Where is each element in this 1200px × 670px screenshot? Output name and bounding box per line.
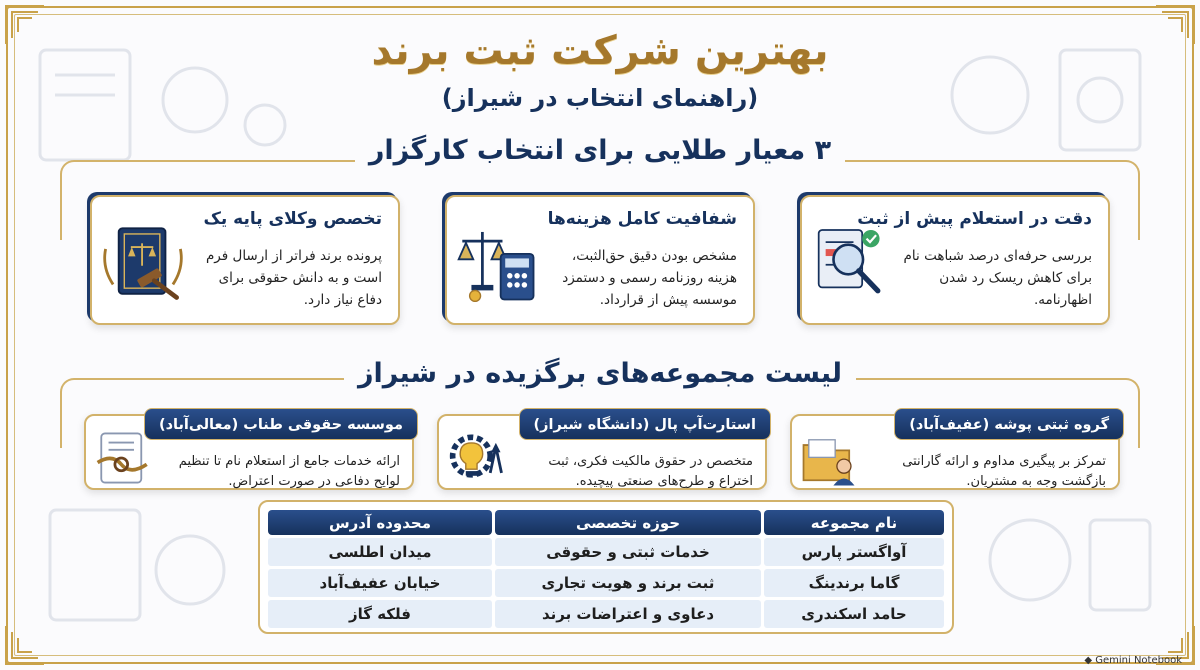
folder-person-icon bbox=[800, 432, 858, 488]
criteria-card-title: تخصص وکلای پایه یک bbox=[203, 209, 382, 229]
page-title: بهترین شرکت ثبت برند bbox=[371, 28, 829, 74]
table-cell-field: دعاوی و اعتراضات برند bbox=[495, 600, 761, 628]
criteria-card-title: شفافیت کامل هزینه‌ها bbox=[547, 209, 737, 229]
table-cell-address: فلکه گاز bbox=[268, 600, 492, 628]
selected-card-text: متخصص در حقوق مالکیت فکری، ثبت اختراع و طرح‌های صنعتی پیچیده. bbox=[548, 454, 753, 489]
criteria-card-expertise bbox=[90, 195, 400, 325]
table-cell-name: آواگستر پارس bbox=[764, 538, 944, 566]
selected-card-name: استارت‌آپ پال (دانشگاه شیراز) bbox=[519, 408, 771, 440]
table-cell-field: ثبت برند و هویت تجاری bbox=[495, 569, 761, 597]
lightbulb-gear-icon bbox=[447, 426, 509, 488]
table-cell-address: میدان اطلسی bbox=[268, 538, 492, 566]
selected-card-name: موسسه حقوقی طناب (معالی‌آباد) bbox=[144, 408, 418, 440]
criteria-card-text: بررسی حرفه‌ای درصد شباهت نام برای کاهش ریسک رد شدن اظهارنامه. bbox=[903, 248, 1092, 308]
selected-card-tanab bbox=[84, 414, 414, 490]
watermark: ◆ Gemini Notebook bbox=[1084, 655, 1182, 666]
criteria-card-accuracy bbox=[800, 195, 1110, 325]
table-header-name: نام مجموعه bbox=[764, 510, 944, 535]
scroll-knot-icon bbox=[94, 428, 154, 488]
selected-section-title: لیست مجموعه‌های برگزیده در شیراز bbox=[0, 358, 1200, 389]
table-cell-name: حامد اسکندری bbox=[764, 600, 944, 628]
table-cell-field: خدمات ثبتی و حقوقی bbox=[495, 538, 761, 566]
criteria-card-title: دقت در استعلام پیش از ثبت bbox=[857, 209, 1092, 229]
magnifier-document-icon bbox=[810, 223, 890, 303]
criteria-card-text: مشخص بودن دقیق حق‌الثبت، هزینه روزنامه رسمی و دستمزد موسسه پیش از قرارداد. bbox=[562, 248, 737, 308]
table-header-address: محدوده آدرس bbox=[268, 510, 492, 535]
selected-card-text: تمرکز بر پیگیری مداوم و ارائه گارانتی بازگشت وجه به مشتریان. bbox=[902, 454, 1106, 489]
firms-table bbox=[258, 500, 954, 634]
table-row bbox=[268, 600, 944, 628]
criteria-card-transparency bbox=[445, 195, 755, 325]
table-cell-name: گاما برندینگ bbox=[764, 569, 944, 597]
scale-calculator-icon bbox=[455, 221, 539, 305]
criteria-section-title: ۳ معیار طلایی برای انتخاب کارگزار bbox=[0, 135, 1200, 166]
selected-card-name: گروه ثبتی پوشه (عفیف‌آباد) bbox=[894, 408, 1124, 440]
selected-card-startup-pal bbox=[437, 414, 767, 490]
selected-card-pooshe bbox=[790, 414, 1120, 490]
page-subtitle: (راهنمای انتخاب در شیراز) bbox=[441, 84, 759, 112]
background-badge-icon bbox=[970, 500, 1170, 630]
table-row bbox=[268, 569, 944, 597]
criteria-card-text: پرونده برند فراتر از ارسال فرم است و به دانش حقوقی برای دفاع نیاز دارد. bbox=[205, 248, 382, 308]
table-cell-address: خیابان عفیف‌آباد bbox=[268, 569, 492, 597]
law-book-gavel-icon bbox=[100, 219, 186, 305]
table-header-field: حوزه تخصصی bbox=[495, 510, 761, 535]
table-row bbox=[268, 538, 944, 566]
table-header-row bbox=[268, 510, 944, 535]
selected-card-text: ارائه خدمات جامع از استعلام نام تا تنظیم لوایح دفاعی در صورت اعتراض. bbox=[178, 454, 400, 489]
background-document-icon bbox=[40, 500, 240, 630]
watermark-logo-icon: ◆ bbox=[1084, 655, 1096, 666]
